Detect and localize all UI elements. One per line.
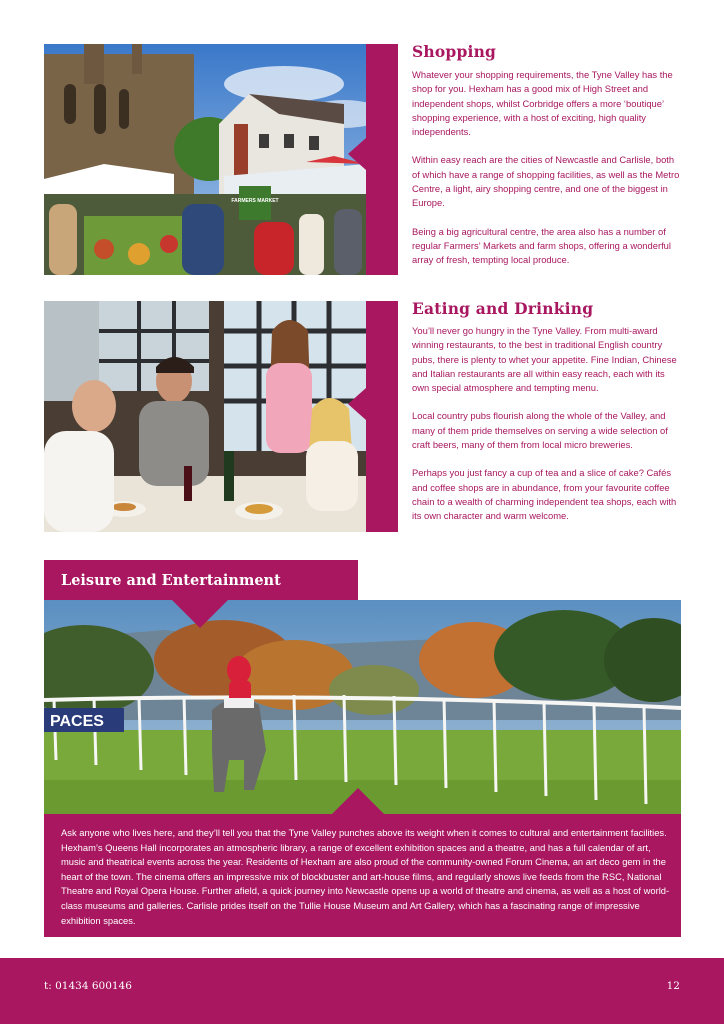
shopping-body [412, 68, 684, 282]
leisure-text-panel [44, 814, 681, 937]
shopping-title: Shopping [412, 42, 497, 61]
eating-accent-bar [366, 301, 398, 532]
restaurant-photo [44, 301, 366, 532]
shopping-market-photo [44, 44, 366, 275]
footer-phone: t: 01434 600146 [44, 980, 132, 992]
market-sign-text: FARMERS MARKET [231, 198, 279, 204]
leisure-panel-notch [332, 788, 384, 814]
page-footer [0, 958, 724, 1024]
leisure-title-bar [44, 560, 358, 600]
page-number: 12 [666, 980, 680, 992]
shopping-accent-bar [366, 44, 398, 275]
shopping-paragraph: Within easy reach are the cities of Newcastle and Carlisle, both of which have a range of shopping facilities, as well as the Metro Centre, a light, airy shopping centre, and one of the biggest in Europe. [412, 154, 680, 209]
eating-paragraph: Perhaps you just fancy a cup of tea and a slice of cake? Cafés and coffee shops are in abundance, from your favourite coffee chain to a wealth of charming independent tea shops, each with its own character and warm welcome. [412, 467, 677, 522]
shopping-paragraph: Whatever your shopping requirements, the Tyne Valley has the shop for you. Hexham has a good mix of High Street and independent shops, whilst Corbridge offers a more ‘boutique’ shopping experience, with a host of exciting, high quality independents. [412, 69, 673, 138]
eating-accent-notch [348, 388, 366, 420]
leisure-title: Leisure and Entertainment [61, 571, 281, 589]
shopping-paragraph: Being a big agricultural centre, the area also has a number of regular Farmers’ Markets and farm shops, offering a wonderful array of fresh, tempting local produce. [412, 225, 671, 266]
eating-paragraph: You’ll never go hungry in the Tyne Valley. From multi-award winning restaurants, to the best in traditional English country pubs, there is plenty to whet your appetite. Fine Indian, Chinese and Italian restaurants are all within easy reach, each with its own special atmosphere and tempting menu. [412, 325, 677, 394]
eating-title: Eating and Drinking [412, 299, 594, 318]
eating-body [412, 324, 684, 538]
racecourse-photo [44, 600, 681, 814]
racecourse-sign-text: PACES [50, 713, 104, 730]
leisure-title-notch [172, 600, 228, 628]
leisure-body: Ask anyone who lives here, and they’ll tell you that the Tyne Valley punches above its weight when it comes to cultural and entertainment facilities. Hexham’s Queens Hall incorporates an atmospheric library, a range of excellent exhibition spaces and a theatre, and has a full calendar of art, music and theatrical events across the year. Residents of Hexham are also proud of the community-owned Forum Cinema, an art deco gem in the heart of the town. The cinema offers an impressive mix of blockbuster and art-house films, and regularly shows live feeds from the RSC, National Theatre and Royal Opera House. Further afield, a quick journey into Newcastle opens up a world of theatre and cinema, as well as a host of world-class museums and galleries. Carlisle prides itself on the Tullie House Museum and Art Gallery, which has a fascinating range of impressive exhibition spaces. [61, 827, 670, 926]
shopping-accent-notch [348, 138, 366, 170]
eating-paragraph: Local country pubs flourish along the whole of the Valley, and many of them pride themselves on serving a wide selection of craft beers, many of them from local micro breweries. [412, 410, 668, 451]
